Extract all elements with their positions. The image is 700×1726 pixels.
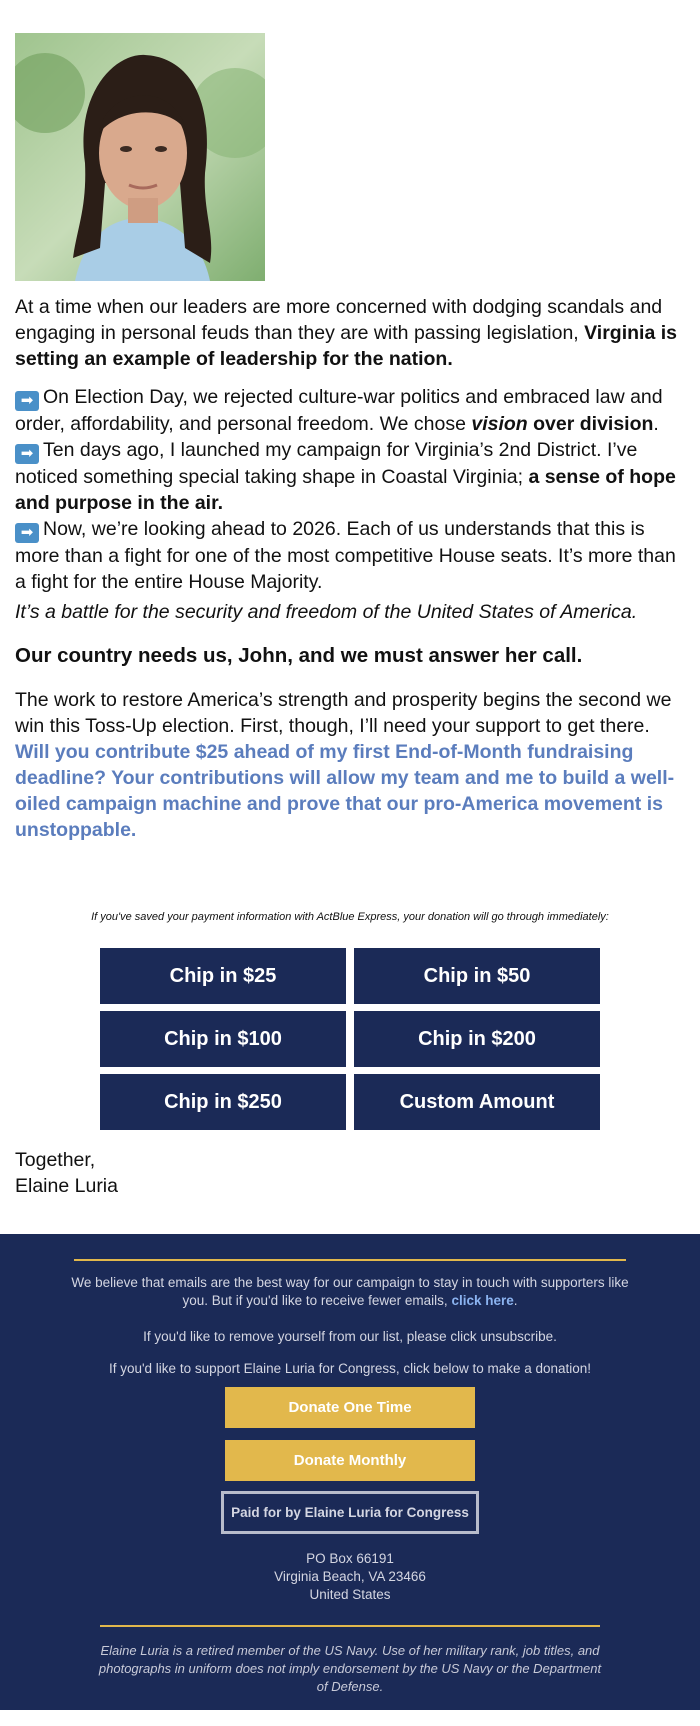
chip-in-50-button[interactable]: Chip in $50 [354,948,600,1004]
actblue-express-note: If you've saved your payment information with ActBlue Express, your donation will go through immediately: [91,911,609,923]
mailing-address [70,1550,630,1604]
footer [0,1234,700,1710]
paid-for-box: Paid for by Elaine Luria for Congress [221,1491,479,1534]
fewer-emails-link[interactable]: click here [451,1293,514,1308]
address-line: Virginia Beach, VA 23466 [274,1569,426,1584]
right-arrow-icon: ➡ [15,391,39,411]
contribute-link[interactable]: Will you contribute $25 ahead of my first End-of-Month fundraising deadline? Your contributions will allow my team and me to build a well-oiled campaign machine and prove that our pro-America movement is unstoppable. [15,741,675,841]
chip-in-25-button[interactable]: Chip in $25 [100,948,346,1004]
navy-disclaimer: Elaine Luria is a retired member of the US Navy. Use of her military rank, job titles, and photographs in uniform does not imply endorsement by the US Navy or the Department of Defense. [98,1643,602,1694]
unsubscribe-text[interactable]: If you'd like to remove yourself from our list, please click unsubscribe. [143,1329,557,1344]
bullet-looking-ahead: ➡ Now, we’re looking ahead to 2026. Each of us understands that this is more than a fight for one of the most competitive House seats. It’s more than a fight for the entire House Majority. [15,518,676,593]
closing-line: Together, [15,1149,96,1171]
right-arrow-icon: ➡ [15,523,39,543]
battle-line: It’s a battle for the security and freedom of the United States of America. [15,601,638,623]
signature [15,1147,118,1199]
bullet-election-day: ➡ On Election Day, we rejected culture-war politics and embraced law and order, affordability, and personal freedom. We chose vision over division. [15,386,663,435]
footer-divider-top [74,1259,626,1261]
intro-paragraph: At a time when our leaders are more concerned with dodging scandals and engaging in personal feuds than they are with passing legislation, Virginia is setting an example of leadership for the nation. [15,296,677,370]
support-text: If you'd like to support Elaine Luria for Congress, click below to make a donation! [108,1361,592,1376]
right-arrow-icon: ➡ [15,444,39,464]
bullet-campaign-launch: ➡ Ten days ago, I launched my campaign for Virginia’s 2nd District. I’ve noticed something special taking shape in Coastal Virginia; a sense of hope and purpose in the air. [15,439,676,514]
fewer-emails-text: We believe that emails are the best way for our campaign to stay in touch with supporters like you. But if you'd like to receive fewer emails, click here. [71,1275,629,1308]
custom-amount-button[interactable]: Custom Amount [354,1074,600,1130]
letter-body [15,294,685,843]
donate-one-time-button[interactable]: Donate One Time [225,1387,475,1428]
chip-in-200-button[interactable]: Chip in $200 [354,1011,600,1067]
work-paragraph: The work to restore America’s strength and prosperity begins the second we win this Toss-Up election. First, though, I’ll need your support to get there. Will you contribute $25 ahead of my first End-of-Month fundraising deadline? Your contributions will allow my team and me to build a well-oiled campaign machine and prove that our pro-America movement is unstoppable. [15,689,675,841]
chip-in-100-button[interactable]: Chip in $100 [100,1011,346,1067]
call-line: Our country needs us, John, and we must answer her call. [15,644,583,667]
address-line: PO Box 66191 [306,1551,394,1566]
donate-monthly-button[interactable]: Donate Monthly [225,1440,475,1481]
signer-name: Elaine Luria [15,1175,118,1197]
chip-in-250-button[interactable]: Chip in $250 [100,1074,346,1130]
address-line: United States [309,1587,391,1602]
footer-divider-bottom [100,1625,600,1627]
candidate-photo [15,33,265,281]
